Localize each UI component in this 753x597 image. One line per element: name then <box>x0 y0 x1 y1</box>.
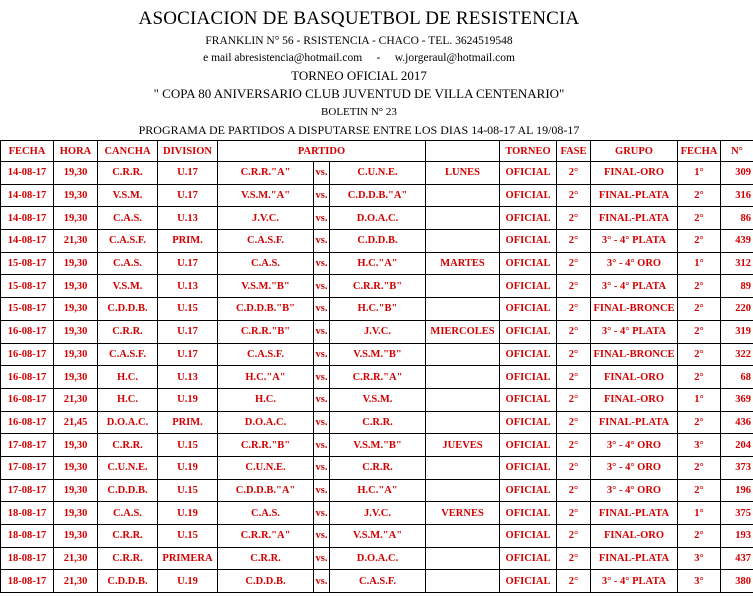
cell-local-team: H.C. <box>218 388 314 411</box>
cell-division: U.19 <box>158 502 218 525</box>
cell-vs: vs. <box>314 479 330 502</box>
cell-grupo: FINAL-BRONCE <box>591 298 678 321</box>
cell-visitor-team: C.R.R. <box>330 456 426 479</box>
cell-fecha-round: 2° <box>678 343 721 366</box>
cell-local-team: C.D.D.B."A" <box>218 479 314 502</box>
cell-vs: vs. <box>314 502 330 525</box>
cell-weekday <box>426 366 500 389</box>
cell-visitor-team: C.R.R."B" <box>330 275 426 298</box>
cell-division: U.19 <box>158 388 218 411</box>
cell-visitor-team: V.S.M."B" <box>330 343 426 366</box>
program-subtitle: PROGRAMA DE PARTIDOS A DISPUTARSE ENTRE LOS DIAS 14-08-17 AL 19/08-17 <box>138 123 580 137</box>
table-row <box>1 184 753 207</box>
cell-vs: vs. <box>314 320 330 343</box>
cell-vs: vs. <box>314 343 330 366</box>
cell-visitor-team: C.R.R."A" <box>330 366 426 389</box>
cell-fecha-round: 2° <box>678 411 721 434</box>
cell-match-number: 312 <box>721 252 753 275</box>
table-row <box>1 207 753 230</box>
cell-match-number: 375 <box>721 502 753 525</box>
cell-local-team: V.S.M."A" <box>218 184 314 207</box>
table-row <box>1 479 753 502</box>
cell-cancha: C.R.R. <box>98 547 158 570</box>
tournament-title: TORNEO OFICIAL 2017 <box>291 68 427 83</box>
cell-weekday <box>426 479 500 502</box>
cell-division: U.17 <box>158 162 218 185</box>
cell-fecha: 14-08-17 <box>1 162 54 185</box>
cup-title: " COPA 80 ANIVERSARIO CLUB JUVENTUD DE VILLA CENTENARIO" <box>153 86 565 101</box>
col-header-grupo: GRUPO <box>591 141 678 162</box>
cell-local-team: C.D.D.B."B" <box>218 298 314 321</box>
cell-local-team: V.S.M."B" <box>218 275 314 298</box>
cell-local-team: J.V.C. <box>218 207 314 230</box>
cell-local-team: C.A.S. <box>218 252 314 275</box>
cell-vs: vs. <box>314 230 330 253</box>
cell-fecha-round: 2° <box>678 479 721 502</box>
cell-fase: 2° <box>557 320 591 343</box>
col-header-cancha: CANCHA <box>98 141 158 162</box>
cell-cancha: C.D.D.B. <box>98 570 158 593</box>
cell-vs: vs. <box>314 411 330 434</box>
cell-grupo: 3° - 4° PLATA <box>591 275 678 298</box>
table-row <box>1 230 753 253</box>
cell-hora: 19,30 <box>54 184 98 207</box>
cell-fase: 2° <box>557 230 591 253</box>
table-row <box>1 456 753 479</box>
cell-match-number: 322 <box>721 343 753 366</box>
cell-grupo: 3° - 4° ORO <box>591 456 678 479</box>
cell-torneo: OFICIAL <box>500 343 557 366</box>
cell-fecha: 16-08-17 <box>1 343 54 366</box>
cell-weekday <box>426 275 500 298</box>
cell-division: U.13 <box>158 275 218 298</box>
cell-hora: 19,30 <box>54 320 98 343</box>
cell-torneo: OFICIAL <box>500 252 557 275</box>
col-header-fecha2: FECHA <box>678 141 721 162</box>
cell-fecha: 15-08-17 <box>1 275 54 298</box>
cell-fase: 2° <box>557 502 591 525</box>
cell-match-number: 436 <box>721 411 753 434</box>
cell-local-team: C.A.S.F. <box>218 230 314 253</box>
cell-fase: 2° <box>557 525 591 548</box>
cell-match-number: 437 <box>721 547 753 570</box>
cell-fecha-round: 2° <box>678 230 721 253</box>
cell-weekday: MIERCOLES <box>426 320 500 343</box>
cell-fecha-round: 2° <box>678 184 721 207</box>
cell-fase: 2° <box>557 570 591 593</box>
cell-fecha: 14-08-17 <box>1 184 54 207</box>
cell-cancha: C.D.D.B. <box>98 479 158 502</box>
cell-hora: 19,30 <box>54 207 98 230</box>
cell-cancha: C.A.S. <box>98 207 158 230</box>
cell-weekday <box>426 388 500 411</box>
cell-vs: vs. <box>314 388 330 411</box>
fixture-rows <box>1 162 753 593</box>
cell-weekday <box>426 525 500 548</box>
cell-local-team: C.R.R."B" <box>218 320 314 343</box>
cell-cancha: C.U.N.E. <box>98 456 158 479</box>
cell-division: U.15 <box>158 525 218 548</box>
cell-fecha: 18-08-17 <box>1 502 54 525</box>
cell-vs: vs. <box>314 207 330 230</box>
cell-division: U.17 <box>158 252 218 275</box>
cell-vs: vs. <box>314 570 330 593</box>
table-row <box>1 434 753 457</box>
cell-hora: 21,30 <box>54 388 98 411</box>
table-row <box>1 275 753 298</box>
cell-hora: 19,30 <box>54 343 98 366</box>
cell-local-team: H.C."A" <box>218 366 314 389</box>
cell-division: U.15 <box>158 479 218 502</box>
cell-weekday <box>426 184 500 207</box>
cell-vs: vs. <box>314 162 330 185</box>
cell-torneo: OFICIAL <box>500 388 557 411</box>
cell-weekday <box>426 207 500 230</box>
cell-grupo: FINAL-PLATA <box>591 207 678 230</box>
cell-vs: vs. <box>314 366 330 389</box>
cell-hora: 21,30 <box>54 230 98 253</box>
cell-cancha: C.A.S. <box>98 502 158 525</box>
cell-division: PRIM. <box>158 230 218 253</box>
table-row <box>1 570 753 593</box>
table-row <box>1 388 753 411</box>
cell-match-number: 220 <box>721 298 753 321</box>
cell-fecha-round: 1° <box>678 252 721 275</box>
cell-fecha: 14-08-17 <box>1 207 54 230</box>
cell-visitor-team: C.D.D.B. <box>330 230 426 253</box>
cell-visitor-team: V.S.M."A" <box>330 525 426 548</box>
cell-weekday: LUNES <box>426 162 500 185</box>
table-row <box>1 298 753 321</box>
cell-visitor-team: H.C."A" <box>330 479 426 502</box>
cell-match-number: 193 <box>721 525 753 548</box>
cell-cancha: H.C. <box>98 388 158 411</box>
cell-vs: vs. <box>314 525 330 548</box>
cell-torneo: OFICIAL <box>500 479 557 502</box>
cell-match-number: 380 <box>721 570 753 593</box>
cell-fase: 2° <box>557 184 591 207</box>
cell-weekday <box>426 570 500 593</box>
cell-hora: 19,30 <box>54 162 98 185</box>
cell-torneo: OFICIAL <box>500 456 557 479</box>
cell-vs: vs. <box>314 298 330 321</box>
cell-local-team: C.D.D.B. <box>218 570 314 593</box>
col-header-day <box>426 141 500 162</box>
cell-fecha: 14-08-17 <box>1 230 54 253</box>
cell-weekday: VERNES <box>426 502 500 525</box>
cell-fecha: 18-08-17 <box>1 525 54 548</box>
cell-hora: 19,30 <box>54 298 98 321</box>
col-header-torneo: TORNEO <box>500 141 557 162</box>
cell-fecha-round: 2° <box>678 525 721 548</box>
cell-fecha-round: 2° <box>678 207 721 230</box>
col-header-division: DIVISION <box>158 141 218 162</box>
cell-weekday <box>426 343 500 366</box>
cell-fecha: 16-08-17 <box>1 320 54 343</box>
cell-torneo: OFICIAL <box>500 298 557 321</box>
cell-match-number: 196 <box>721 479 753 502</box>
cell-fase: 2° <box>557 547 591 570</box>
cell-fecha-round: 1° <box>678 162 721 185</box>
table-header-row <box>1 141 753 162</box>
cell-fecha: 17-08-17 <box>1 479 54 502</box>
cell-visitor-team: H.C."B" <box>330 298 426 321</box>
col-header-fase: FASE <box>557 141 591 162</box>
cell-fase: 2° <box>557 275 591 298</box>
cell-division: PRIM. <box>158 411 218 434</box>
cell-torneo: OFICIAL <box>500 366 557 389</box>
cell-cancha: H.C. <box>98 366 158 389</box>
cell-vs: vs. <box>314 547 330 570</box>
cell-grupo: FINAL-ORO <box>591 366 678 389</box>
cell-local-team: D.O.A.C. <box>218 411 314 434</box>
cell-cancha: C.R.R. <box>98 434 158 457</box>
cell-grupo: FINAL-BRONCE <box>591 343 678 366</box>
cell-fecha: 17-08-17 <box>1 456 54 479</box>
cell-fecha-round: 2° <box>678 456 721 479</box>
cell-hora: 19,30 <box>54 479 98 502</box>
cell-vs: vs. <box>314 275 330 298</box>
cell-cancha: C.A.S.F. <box>98 230 158 253</box>
col-header-partido: PARTIDO <box>218 141 426 162</box>
cell-fase: 2° <box>557 479 591 502</box>
cell-fecha: 17-08-17 <box>1 434 54 457</box>
cell-weekday <box>426 298 500 321</box>
cell-grupo: 3° - 4° ORO <box>591 434 678 457</box>
cell-match-number: 86 <box>721 207 753 230</box>
col-header-num: N° <box>721 141 753 162</box>
cell-division: U.13 <box>158 207 218 230</box>
cell-fecha: 16-08-17 <box>1 388 54 411</box>
cell-fase: 2° <box>557 343 591 366</box>
cell-torneo: OFICIAL <box>500 547 557 570</box>
cell-vs: vs. <box>314 434 330 457</box>
cell-weekday <box>426 547 500 570</box>
cell-torneo: OFICIAL <box>500 230 557 253</box>
cell-match-number: 439 <box>721 230 753 253</box>
cell-cancha: V.S.M. <box>98 184 158 207</box>
cell-local-team: C.A.S. <box>218 502 314 525</box>
cell-local-team: C.R.R."B" <box>218 434 314 457</box>
cell-cancha: C.R.R. <box>98 162 158 185</box>
table-row <box>1 525 753 548</box>
cell-weekday <box>426 411 500 434</box>
cell-division: U.19 <box>158 570 218 593</box>
cell-hora: 21,30 <box>54 570 98 593</box>
cell-grupo: 3° - 4° PLATA <box>591 230 678 253</box>
cell-torneo: OFICIAL <box>500 162 557 185</box>
bulletin-number: BOLETIN N° 23 <box>321 106 397 118</box>
cell-visitor-team: H.C."A" <box>330 252 426 275</box>
cell-match-number: 319 <box>721 320 753 343</box>
table-row <box>1 252 753 275</box>
cell-match-number: 89 <box>721 275 753 298</box>
cell-cancha: D.O.A.C. <box>98 411 158 434</box>
cell-fecha: 16-08-17 <box>1 411 54 434</box>
cell-hora: 19,30 <box>54 434 98 457</box>
cell-fecha-round: 2° <box>678 320 721 343</box>
cell-visitor-team: J.V.C. <box>330 502 426 525</box>
cell-grupo: FINAL-ORO <box>591 525 678 548</box>
cell-local-team: C.U.N.E. <box>218 456 314 479</box>
cell-cancha: C.R.R. <box>98 320 158 343</box>
cell-torneo: OFICIAL <box>500 411 557 434</box>
cell-grupo: 3° - 4° PLATA <box>591 320 678 343</box>
cell-visitor-team: J.V.C. <box>330 320 426 343</box>
cell-vs: vs. <box>314 456 330 479</box>
cell-hora: 19,30 <box>54 252 98 275</box>
cell-match-number: 373 <box>721 456 753 479</box>
cell-hora: 19,30 <box>54 366 98 389</box>
table-row <box>1 411 753 434</box>
cell-match-number: 68 <box>721 366 753 389</box>
cell-fecha-round: 3° <box>678 434 721 457</box>
cell-torneo: OFICIAL <box>500 570 557 593</box>
cell-fecha-round: 3° <box>678 570 721 593</box>
cell-torneo: OFICIAL <box>500 502 557 525</box>
cell-torneo: OFICIAL <box>500 207 557 230</box>
cell-grupo: FINAL-PLATA <box>591 184 678 207</box>
cell-grupo: 3° - 4° ORO <box>591 479 678 502</box>
cell-hora: 21,30 <box>54 547 98 570</box>
cell-grupo: FINAL-ORO <box>591 162 678 185</box>
cell-fecha-round: 2° <box>678 366 721 389</box>
cell-division: U.13 <box>158 366 218 389</box>
table-row <box>1 502 753 525</box>
cell-grupo: FINAL-PLATA <box>591 502 678 525</box>
cell-division: U.17 <box>158 184 218 207</box>
cell-hora: 21,45 <box>54 411 98 434</box>
cell-division: PRIMERA <box>158 547 218 570</box>
table-row <box>1 343 753 366</box>
cell-match-number: 309 <box>721 162 753 185</box>
cell-fecha: 15-08-17 <box>1 252 54 275</box>
cell-weekday: JUEVES <box>426 434 500 457</box>
association-title: ASOCIACION DE BASQUETBOL DE RESISTENCIA <box>138 8 580 29</box>
cell-local-team: C.R.R. <box>218 547 314 570</box>
col-header-fecha: FECHA <box>1 141 54 162</box>
cell-cancha: C.R.R. <box>98 525 158 548</box>
cell-hora: 19,30 <box>54 525 98 548</box>
email-line: e mail abresistencia@hotmail.com - w.jorgeraul@hotmail.com <box>203 52 515 64</box>
cell-fecha-round: 1° <box>678 502 721 525</box>
cell-fase: 2° <box>557 207 591 230</box>
cell-fecha-round: 3° <box>678 547 721 570</box>
cell-grupo: FINAL-PLATA <box>591 547 678 570</box>
cell-visitor-team: V.S.M."B" <box>330 434 426 457</box>
cell-torneo: OFICIAL <box>500 320 557 343</box>
cell-weekday <box>426 230 500 253</box>
cell-cancha: C.A.S.F. <box>98 343 158 366</box>
cell-torneo: OFICIAL <box>500 434 557 457</box>
cell-division: U.19 <box>158 456 218 479</box>
cell-match-number: 204 <box>721 434 753 457</box>
cell-fase: 2° <box>557 411 591 434</box>
cell-weekday: MARTES <box>426 252 500 275</box>
cell-fase: 2° <box>557 434 591 457</box>
cell-visitor-team: C.R.R. <box>330 411 426 434</box>
cell-fase: 2° <box>557 298 591 321</box>
cell-torneo: OFICIAL <box>500 525 557 548</box>
cell-fecha-round: 1° <box>678 388 721 411</box>
cell-grupo: 3° - 4° PLATA <box>591 570 678 593</box>
cell-match-number: 369 <box>721 388 753 411</box>
cell-vs: vs. <box>314 184 330 207</box>
cell-local-team: C.A.S.F. <box>218 343 314 366</box>
cell-hora: 19,30 <box>54 456 98 479</box>
cell-hora: 19,30 <box>54 275 98 298</box>
table-row <box>1 320 753 343</box>
cell-division: U.15 <box>158 434 218 457</box>
cell-fecha: 18-08-17 <box>1 570 54 593</box>
cell-visitor-team: V.S.M. <box>330 388 426 411</box>
cell-cancha: V.S.M. <box>98 275 158 298</box>
cell-division: U.17 <box>158 343 218 366</box>
col-header-hora: HORA <box>54 141 98 162</box>
cell-local-team: C.R.R."A" <box>218 525 314 548</box>
cell-fecha: 16-08-17 <box>1 366 54 389</box>
cell-fecha-round: 2° <box>678 275 721 298</box>
cell-cancha: C.D.D.B. <box>98 298 158 321</box>
cell-fase: 2° <box>557 388 591 411</box>
address-line: FRANKLIN N° 56 - RSISTENCIA - CHACO - TEL. 3624519548 <box>205 35 513 47</box>
cell-local-team: C.R.R."A" <box>218 162 314 185</box>
cell-grupo: FINAL-ORO <box>591 388 678 411</box>
cell-fase: 2° <box>557 366 591 389</box>
cell-division: U.17 <box>158 320 218 343</box>
cell-division: U.15 <box>158 298 218 321</box>
cell-hora: 19,30 <box>54 502 98 525</box>
table-row <box>1 366 753 389</box>
cell-fase: 2° <box>557 162 591 185</box>
cell-fecha-round: 2° <box>678 298 721 321</box>
cell-torneo: OFICIAL <box>500 275 557 298</box>
cell-weekday <box>426 456 500 479</box>
cell-vs: vs. <box>314 252 330 275</box>
cell-torneo: OFICIAL <box>500 184 557 207</box>
cell-visitor-team: C.U.N.E. <box>330 162 426 185</box>
cell-fecha: 18-08-17 <box>1 547 54 570</box>
cell-visitor-team: D.O.A.C. <box>330 207 426 230</box>
cell-fase: 2° <box>557 456 591 479</box>
cell-fase: 2° <box>557 252 591 275</box>
cell-visitor-team: C.D.D.B."A" <box>330 184 426 207</box>
cell-grupo: FINAL-PLATA <box>591 411 678 434</box>
cell-match-number: 316 <box>721 184 753 207</box>
cell-fecha: 15-08-17 <box>1 298 54 321</box>
cell-visitor-team: D.O.A.C. <box>330 547 426 570</box>
fixture-table <box>0 140 753 593</box>
cell-grupo: 3° - 4° ORO <box>591 252 678 275</box>
cell-visitor-team: C.A.S.F. <box>330 570 426 593</box>
cell-cancha: C.A.S. <box>98 252 158 275</box>
table-row <box>1 162 753 185</box>
table-row <box>1 547 753 570</box>
